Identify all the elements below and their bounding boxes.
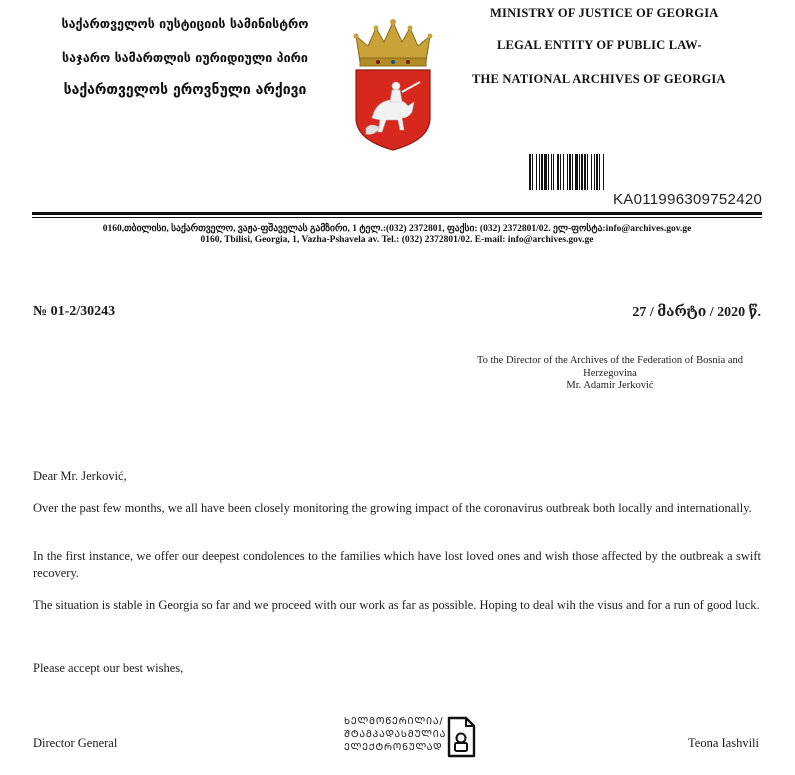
recipient-block (462, 355, 758, 393)
esign-line-1: ᲮᲔᲚᲛᲝᲬᲔᲠᲘᲚᲘᲐ/ (344, 716, 444, 727)
address-english: 0160, Tbilisi, Georgia, 1, Vazha-Pshavela av. Tel.: (032) 2372801/02. E-mail: info@archives.gov.ge (200, 235, 594, 245)
recipient-line-2: Herzegovina (583, 367, 637, 379)
header-divider-thick (32, 212, 762, 215)
coat-of-arms-emblem (346, 18, 440, 152)
header-divider-thin (32, 217, 762, 218)
header-en-legal-entity: LEGAL ENTITY OF PUBLIC LAW- (497, 38, 702, 52)
signed-document-icon (446, 716, 476, 758)
header-en-ministry: MINISTRY OF JUSTICE OF GEORGIA (490, 6, 719, 20)
header-en-archives: THE NATIONAL ARCHIVES OF GEORGIA (472, 72, 726, 86)
crown-icon (354, 19, 433, 66)
address-georgian: 0160,თბილისი, საქართველო, ვაჟა-ფშაველას გამზირი, 1 ტელ.:(032) 2372801, ფაქსი: (032) 2372801/02. ელ-ფოსტა:info@archives.gov.ge (102, 224, 692, 234)
recipient-line-1: To the Director of the Archives of the Federation of Bosnia and (476, 355, 744, 366)
recipient-line-3: Mr. Adamir Jerković (566, 380, 654, 391)
barcode-number: KA011996309752420 (613, 191, 763, 208)
body-paragraph-1: Over the past few months, we all have been closely monitoring the growing impact of the coronavirus outbreak both locally and internationally. (33, 501, 752, 515)
signatory-name: Teona Iashvili (688, 736, 759, 750)
esign-line-2: ᲨᲢᲐᲛᲞᲐᲓᲐᲡᲛᲣᲚᲘᲐ (344, 729, 447, 740)
electronic-signature-text (344, 715, 446, 754)
signatory-title: Director General (33, 736, 118, 750)
reference-number: № 01-2/30243 (33, 304, 116, 319)
header-ge-ministry: საქართველოს იუსტიციის სამინისტრო (61, 16, 309, 31)
esign-line-3: ᲔᲚᲔᲥᲢᲠᲝᲜᲣᲚᲐᲓ (344, 742, 443, 753)
closing: Please accept our best wishes, (33, 661, 184, 675)
letter-date: 27 / მარტი / 2020 წ. (632, 305, 761, 320)
body-paragraph-3: The situation is stable in Georgia so far and we proceed with our work as far as possible. Hoping to deal wih the visus and for a run of good luck. (33, 598, 760, 612)
header-ge-legal-entity: საჯარო სამართლის იურიდიული პირი (62, 50, 308, 65)
body-paragraph-2: In the first instance, we offer our deepest condolences to the families which have lost loved ones and wish those affected by the outbreak a swift recovery. (33, 549, 761, 580)
header-ge-archives: საქართველოს ეროვნული არქივი (63, 82, 307, 98)
greeting: Dear Mr. Jerković, (33, 469, 127, 483)
barcode (529, 154, 669, 190)
